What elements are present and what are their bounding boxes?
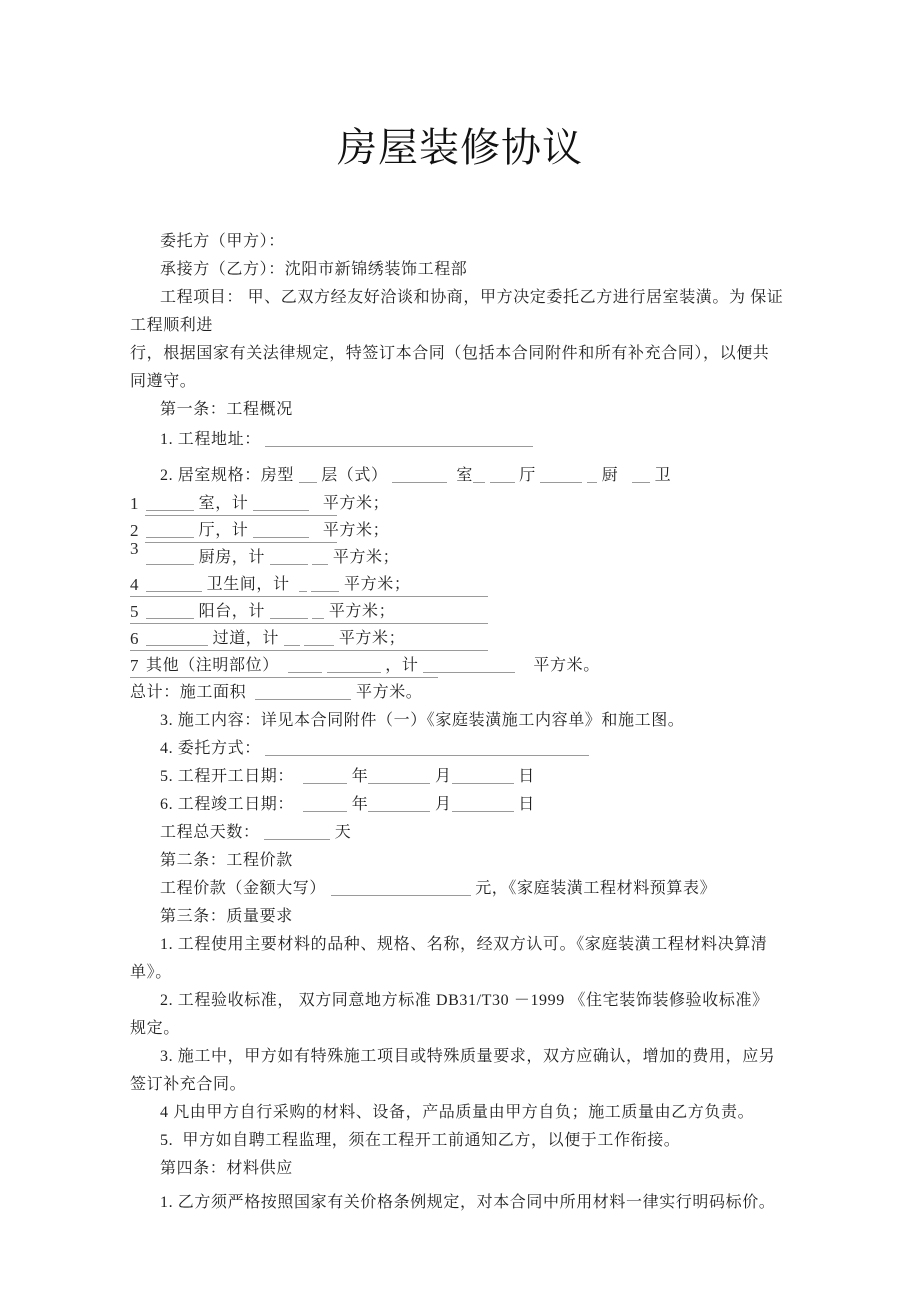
spec-row — [130, 517, 792, 544]
document-line — [130, 1071, 792, 1099]
document-line — [130, 1043, 792, 1071]
blank-field — [327, 657, 381, 673]
text-segment: 同遵守。 — [130, 373, 197, 390]
text-segment: 第四条：材料供应 — [160, 1160, 293, 1177]
document-line — [130, 931, 792, 959]
document-line — [130, 396, 792, 424]
row-number: 3 — [130, 539, 140, 558]
blank-field — [146, 522, 194, 538]
text-segment: 年 — [347, 768, 369, 785]
blank-field — [587, 467, 597, 483]
document-line — [130, 875, 792, 903]
row-number: 4 — [130, 575, 140, 594]
blank-field — [368, 768, 430, 784]
row-body — [146, 571, 792, 598]
text-segment: 平方米； — [339, 576, 411, 593]
row-number: 2 — [130, 521, 140, 540]
text-segment: 平方米。 — [351, 684, 423, 701]
blank-field — [270, 549, 308, 565]
text-segment: 1. 乙方须严格按照国家有关价格条例规定，对本合同中所用材料一律实行明码标价。 — [160, 1194, 776, 1211]
document-line — [130, 959, 792, 987]
text-segment: 工程总天数： — [160, 824, 265, 841]
blank-field — [540, 467, 582, 483]
text-segment: 平方米； — [309, 522, 390, 539]
document-line — [130, 1189, 792, 1217]
text-segment: 1. 工程使用主要材料的品种、规格、名称，经双方认可。《家庭装潢工程材料决算清 — [160, 936, 768, 953]
spec-row — [130, 490, 792, 517]
text-segment: 委托方（甲方）： — [160, 233, 285, 250]
text-segment: 日 — [513, 768, 535, 785]
document-line — [130, 284, 792, 312]
blank-field — [270, 603, 308, 619]
row-number: 6 — [130, 629, 140, 648]
blank-field — [632, 467, 650, 483]
blank-field — [490, 467, 515, 483]
text-segment: 室 — [447, 467, 474, 484]
text-segment: 平方米； — [324, 603, 396, 620]
blank-field — [146, 630, 208, 646]
document-line — [130, 256, 792, 284]
document-line — [130, 368, 792, 396]
text-segment: 工程价款（金额大写） — [160, 880, 331, 897]
text-segment: 4. 委托方式： — [160, 740, 266, 757]
text-segment: 工程顺利进 — [130, 317, 214, 334]
text-segment: 天 — [330, 824, 352, 841]
blank-field — [303, 768, 347, 784]
text-segment: 年 — [347, 796, 369, 813]
text-segment: 元，《家庭装潢工程材料预算表》 — [470, 880, 717, 897]
blank-field — [299, 467, 317, 483]
document-body — [130, 228, 792, 1217]
blank-field — [312, 549, 328, 565]
spec-row — [130, 652, 792, 679]
text-segment: 工程项目： 甲、乙双方经友好洽谈和协商，甲方决定委托乙方进行居室装潢。为 保证 — [160, 289, 784, 306]
blank-field — [146, 603, 194, 619]
document-line — [130, 312, 792, 340]
document-line — [130, 707, 792, 735]
document-line — [130, 1015, 792, 1043]
row-number: 1 — [130, 494, 140, 513]
blank-field — [265, 740, 589, 756]
spec-row — [130, 598, 792, 625]
text-segment: 6. 工程竣工日期： — [160, 796, 304, 813]
document-line — [130, 735, 792, 763]
text-segment: 单》。 — [130, 964, 172, 981]
document-line — [130, 903, 792, 931]
blank-field — [303, 796, 347, 812]
blank-field — [423, 657, 515, 673]
page-title: 房屋装修协议 — [337, 125, 583, 170]
text-segment: 1. 工程地址： — [160, 431, 266, 448]
document-line — [130, 340, 792, 368]
text-segment: 阳台，计 — [194, 603, 270, 620]
row-underline — [130, 677, 438, 678]
blank-field — [304, 630, 334, 646]
document-line — [130, 228, 792, 256]
text-segment: 4 凡由甲方自行采购的材料、设备，产品质量由甲方自负；施工质量由乙方负责。 — [160, 1104, 755, 1121]
text-segment: 平方米； — [309, 495, 390, 512]
blank-field — [452, 796, 514, 812]
row-body — [146, 598, 792, 625]
document-line — [130, 1099, 792, 1127]
text-segment: 厨 — [597, 467, 633, 484]
document-line — [130, 426, 792, 454]
row-underline — [130, 650, 488, 651]
document-line — [130, 1127, 792, 1155]
blank-field — [264, 824, 330, 840]
text-segment: 3. 施工中，甲方如有特殊施工项目或特殊质量要求，双方应确认，增加的费用，应另 — [160, 1048, 776, 1065]
blank-field — [146, 495, 194, 511]
blank-field — [392, 467, 447, 483]
text-segment: 月 — [430, 768, 452, 785]
text-segment: 平方米； — [334, 630, 406, 647]
text-segment: 过道，计 — [208, 630, 284, 647]
text-segment: 5. 甲方如自聘工程监理，须在工程开工前通知乙方，以便于工作衔接。 — [160, 1132, 681, 1149]
blank-field — [288, 657, 322, 673]
text-segment: 2. 居室规格：房型 — [160, 467, 299, 484]
text-segment: 月 — [430, 796, 452, 813]
blank-field — [452, 768, 514, 784]
blank-field — [253, 522, 309, 538]
blank-field — [265, 431, 533, 447]
text-segment: 总计：施工面积 — [130, 684, 256, 701]
text-segment: 厨房，计 — [194, 549, 270, 566]
row-underline — [145, 542, 337, 543]
spec-row — [130, 539, 792, 571]
spec-row — [130, 625, 792, 652]
text-segment: 厅 — [514, 467, 541, 484]
row-body — [146, 625, 792, 652]
document-line — [130, 819, 792, 847]
text-segment: 5. 工程开工日期： — [160, 768, 304, 785]
blank-field — [253, 495, 309, 511]
blank-field — [311, 576, 339, 592]
row-body — [146, 652, 792, 679]
blank-field — [473, 467, 485, 483]
text-segment: 第一条：工程概况 — [160, 401, 293, 418]
text-segment: 卫 — [650, 467, 672, 484]
row-underline — [130, 623, 488, 624]
text-segment: 第二条：工程价款 — [160, 852, 293, 869]
text-segment: 平方米； — [328, 549, 400, 566]
document-line — [130, 847, 792, 875]
row-number: 5 — [130, 602, 140, 621]
text-segment: ，计 — [380, 657, 424, 674]
text-segment: 2. 工程验收标准， 双方同意地方标准 DB31/T30 －1999 《住宅装饰装修验收标准》 — [160, 992, 769, 1009]
blank-field — [146, 576, 202, 592]
row-body — [146, 544, 792, 571]
document-line — [130, 791, 792, 819]
spec-row — [130, 571, 792, 598]
text-segment: 规定。 — [130, 1020, 180, 1037]
text-segment: 层（式） — [316, 467, 393, 484]
text-segment: 行，根据国家有关法律规定，特签订本合同（包括本合同附件和所有补充合同），以便共 — [130, 345, 770, 362]
text-segment: 签订补充合同。 — [130, 1076, 247, 1093]
row-body — [146, 517, 792, 544]
blank-field — [255, 684, 351, 700]
text-segment: 3. 施工内容：详见本合同附件（一）《家庭装潢施工内容单》和施工图。 — [160, 712, 685, 729]
text-segment: 厅，计 — [194, 522, 254, 539]
blank-field — [368, 796, 430, 812]
text-segment: 其他（注明部位） — [146, 657, 289, 674]
row-body — [146, 490, 792, 517]
text-segment: 第三条：质量要求 — [160, 908, 293, 925]
document-line — [130, 462, 792, 490]
blank-field — [299, 576, 307, 592]
text-segment: 室，计 — [194, 495, 254, 512]
text-segment: 承接方（乙方）：沈阳市新锦绣装饰工程部 — [160, 261, 468, 278]
blank-field — [312, 603, 324, 619]
document-line — [130, 1155, 792, 1183]
document-line — [130, 987, 792, 1015]
blank-field — [331, 880, 471, 896]
row-underline — [130, 596, 488, 597]
document-line — [130, 679, 792, 707]
text-segment: 平方米。 — [515, 657, 600, 674]
row-number: 7 — [130, 656, 140, 675]
blank-field — [146, 549, 194, 565]
blank-field — [284, 630, 300, 646]
text-segment: 日 — [513, 796, 535, 813]
text-segment: 卫生间，计 — [202, 576, 299, 593]
document-line — [130, 763, 792, 791]
row-underline — [145, 515, 337, 516]
